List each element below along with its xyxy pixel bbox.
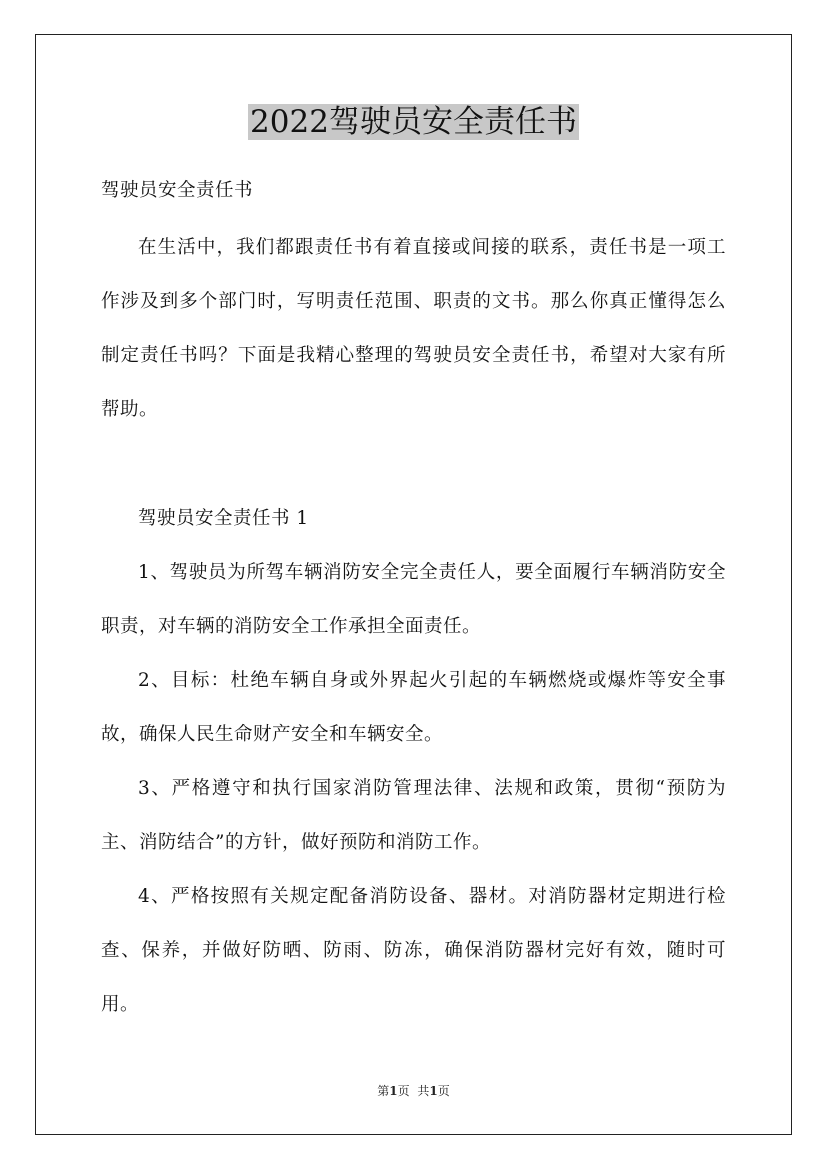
list-item-2: 2、目标：杜绝车辆自身或外界起火引起的车辆燃烧或爆炸等安全事故，确保人民生命财产安全和车辆安全。 <box>101 670 726 745</box>
document-title <box>0 102 827 142</box>
footer-prefix: 第 <box>377 1084 390 1098</box>
intro-paragraph: 在生活中，我们都跟责任书有着直接或间接的联系，责任书是一项工作涉及到多个部门时，写明责任范围、职责的文书。那么你真正懂得怎么制定责任书吗？下面是我精心整理的驾驶员安全责任书，希望对大家有所帮助。 <box>101 237 726 420</box>
footer-total-suffix: 页 <box>437 1084 450 1098</box>
footer-page-number: 1 <box>389 1084 398 1098</box>
page-footer <box>0 1083 827 1099</box>
list-item-1: 1、驾驶员为所驾车辆消防安全完全责任人，要全面履行车辆消防安全职责，对车辆的消防安全工作承担全面责任。 <box>101 562 726 637</box>
document-subtitle: 驾驶员安全责任书 <box>101 180 254 201</box>
document-title-text: 2022驾驶员安全责任书 <box>250 104 577 140</box>
list-item-3: 3、严格遵守和执行国家消防管理法律、法规和政策，贯彻“预防为主、消防结合”的方针，做好预防和消防工作。 <box>101 778 726 853</box>
footer-total-prefix: 共 <box>417 1084 430 1098</box>
footer-page-suffix: 页 <box>397 1084 410 1098</box>
footer-total-pages: 1 <box>429 1084 438 1098</box>
list-item-4: 4、严格按照有关规定配备消防设备、器材。对消防器材定期进行检查、保养，并做好防晒、防雨、防冻，确保消防器材完好有效，随时可用。 <box>101 886 726 1015</box>
section-heading: 驾驶员安全责任书 1 <box>138 508 309 529</box>
